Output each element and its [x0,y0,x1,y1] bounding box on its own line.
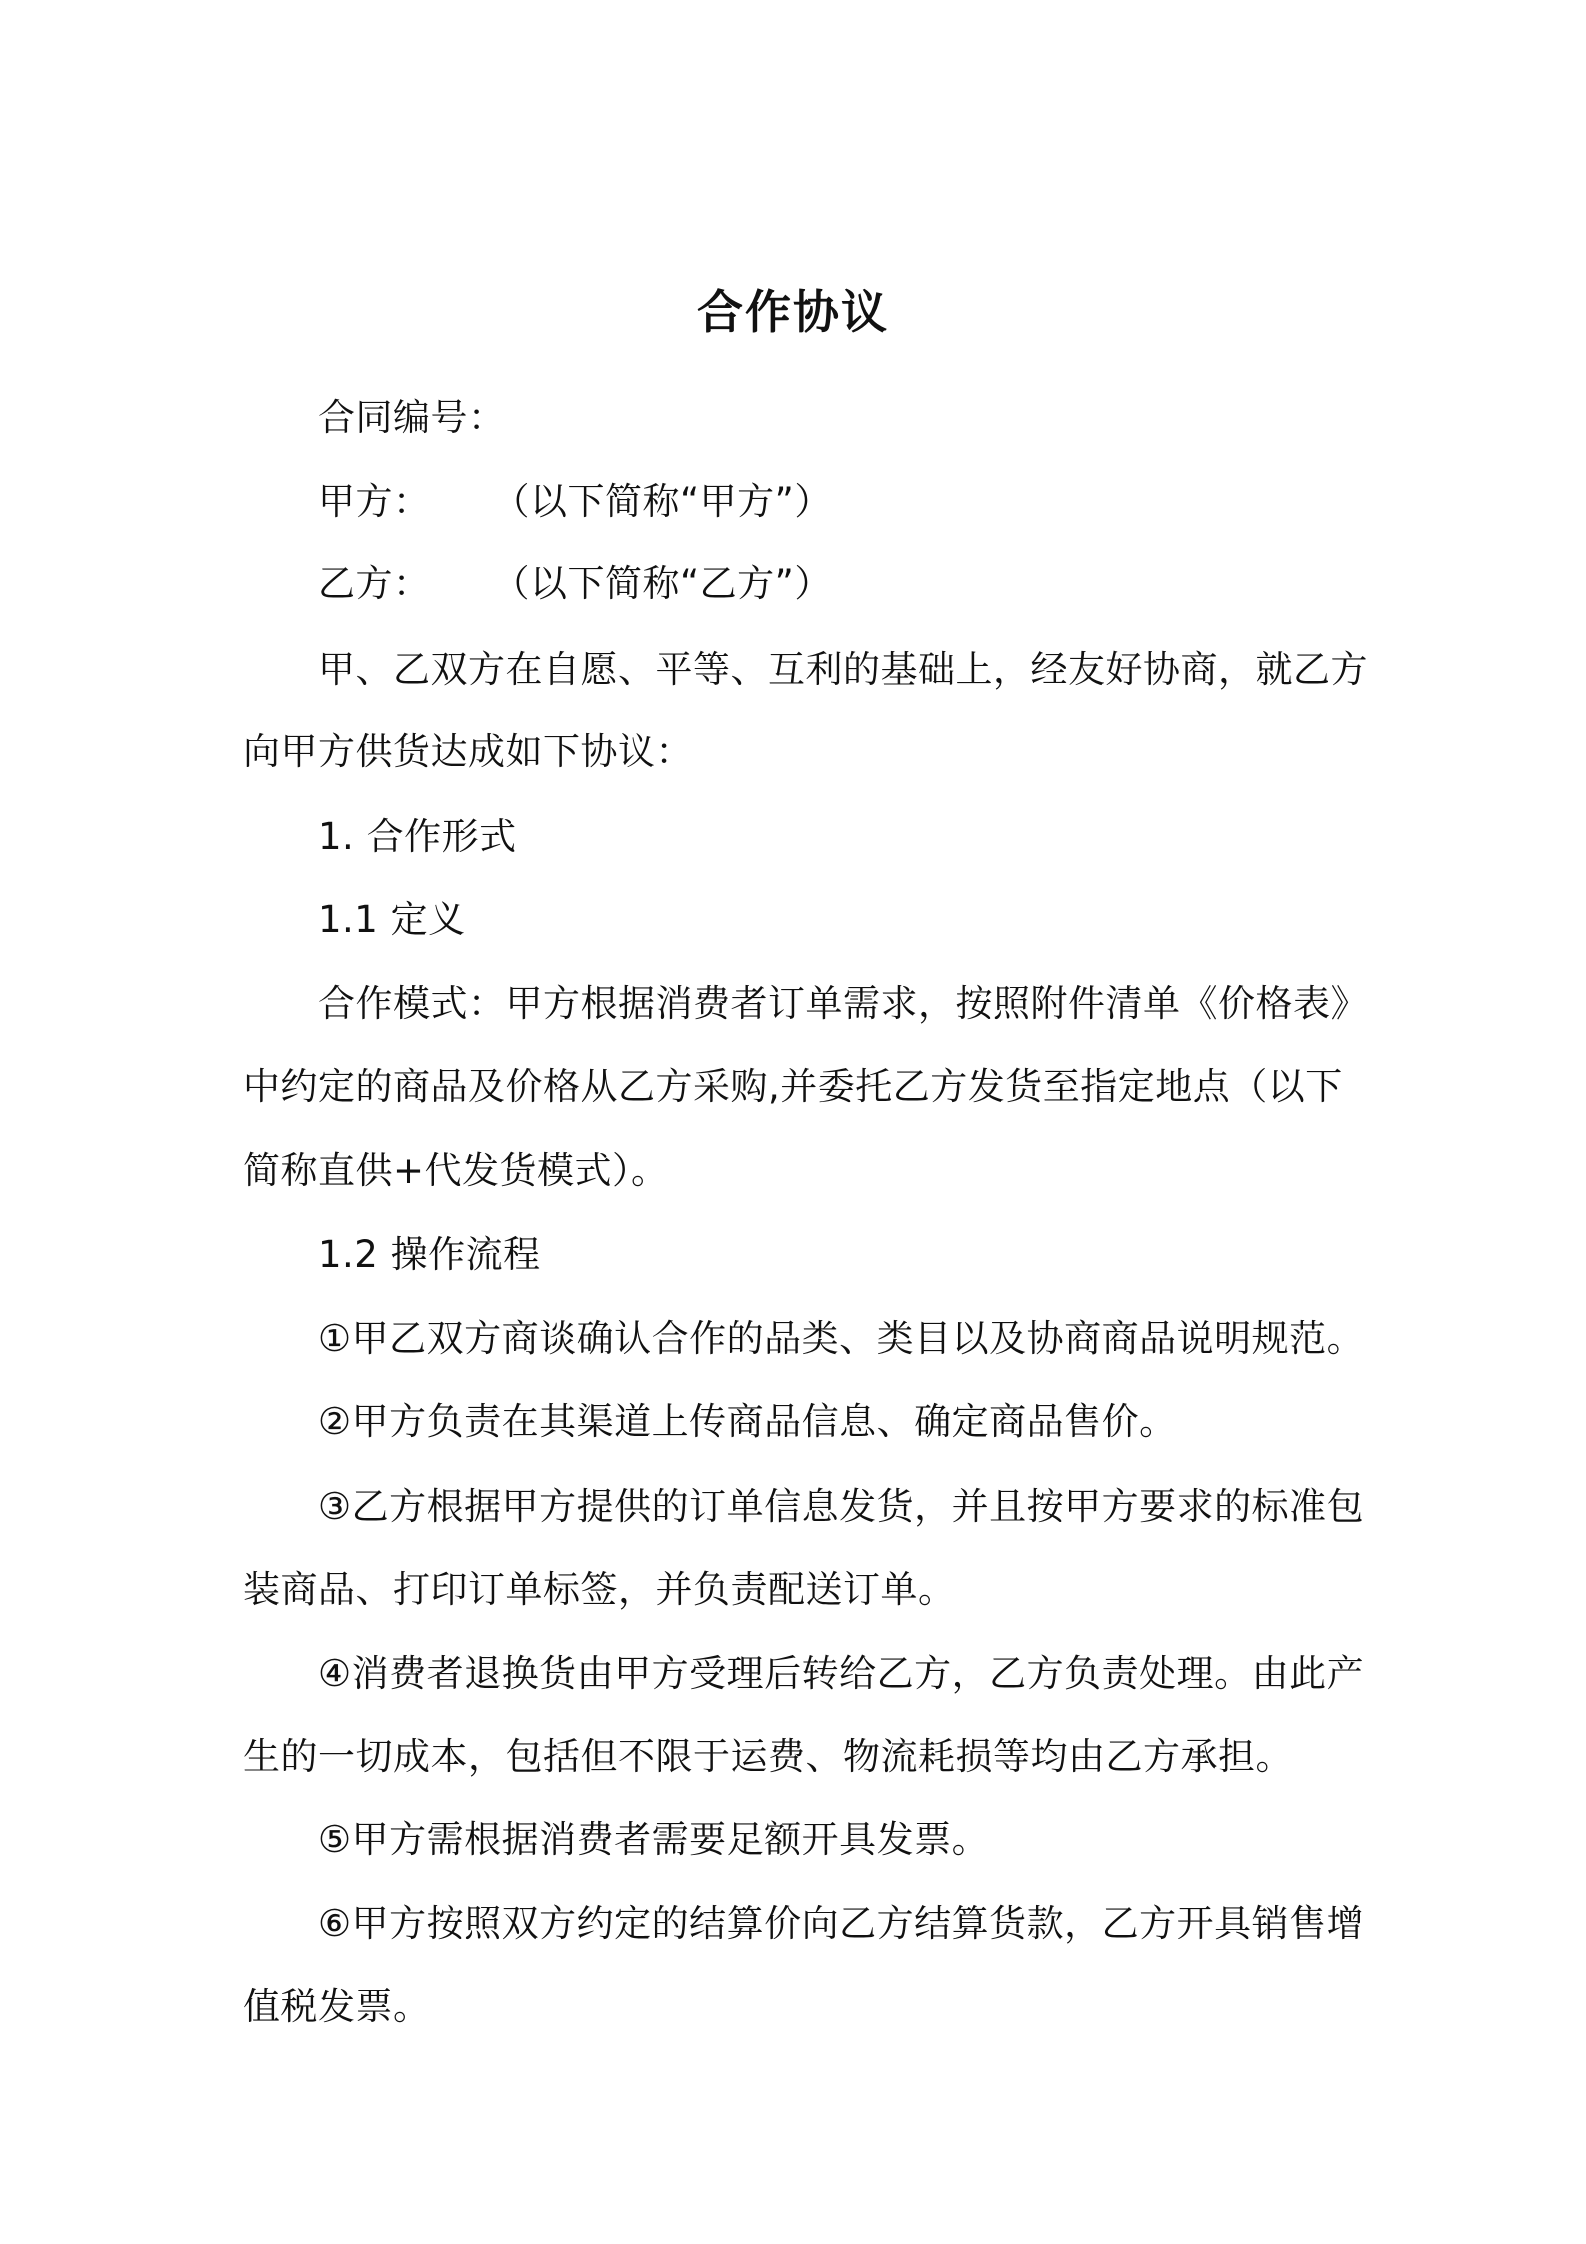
party-a-note: （以下简称“甲方”） [492,480,832,523]
section-1-2-heading: 1.2 操作流程 [318,1233,541,1276]
step-3-line-1: ③乙方根据甲方提供的订单信息发货，并且按甲方要求的标准包 [318,1485,1365,1528]
step-6-line-1: ⑥甲方按照双方约定的结算价向乙方结算货款，乙方开具销售增 [318,1902,1365,1945]
definition-line-3: 简称直供+代发货模式）。 [243,1149,669,1192]
step-4-line-2: 生的一切成本，包括但不限于运费、物流耗损等均由乙方承担。 [243,1735,1293,1778]
party-b-line [318,558,832,610]
section-1-1-heading: 1.1 定义 [318,898,466,941]
section-1-heading: 1. 合作形式 [318,815,517,858]
step-3-line-2: 装商品、打印订单标签，并负责配送订单。 [243,1568,956,1611]
party-b-label: 乙方： [318,562,431,605]
definition-line-1: 合作模式：甲方根据消费者订单需求，按照附件清单《价格表》 [318,982,1368,1025]
step-2: ②甲方负责在其渠道上传商品信息、确定商品售价。 [318,1400,1177,1443]
intro-line-1: 甲、乙双方在自愿、平等、互利的基础上，经友好协商，就乙方 [318,648,1368,691]
document-title: 合作协议 [697,285,889,339]
party-b-note: （以下简称“乙方”） [492,562,832,605]
contract-number-label: 合同编号： [318,396,506,439]
intro-line-2: 向甲方供货达成如下协议： [243,730,693,773]
step-4-line-1: ④消费者退换货由甲方受理后转给乙方，乙方负责处理。由此产 [318,1652,1365,1695]
step-6-line-2: 值税发票。 [243,1985,431,2028]
step-5: ⑤甲方需根据消费者需要足额开具发票。 [318,1818,990,1861]
step-1: ①甲乙双方商谈确认合作的品类、类目以及协商商品说明规范。 [318,1317,1365,1360]
party-a-line [318,476,832,528]
definition-line-2: 中约定的商品及价格从乙方采购,并委托乙方发货至指定地点（以下 [243,1065,1343,1108]
party-a-label: 甲方： [318,480,431,523]
